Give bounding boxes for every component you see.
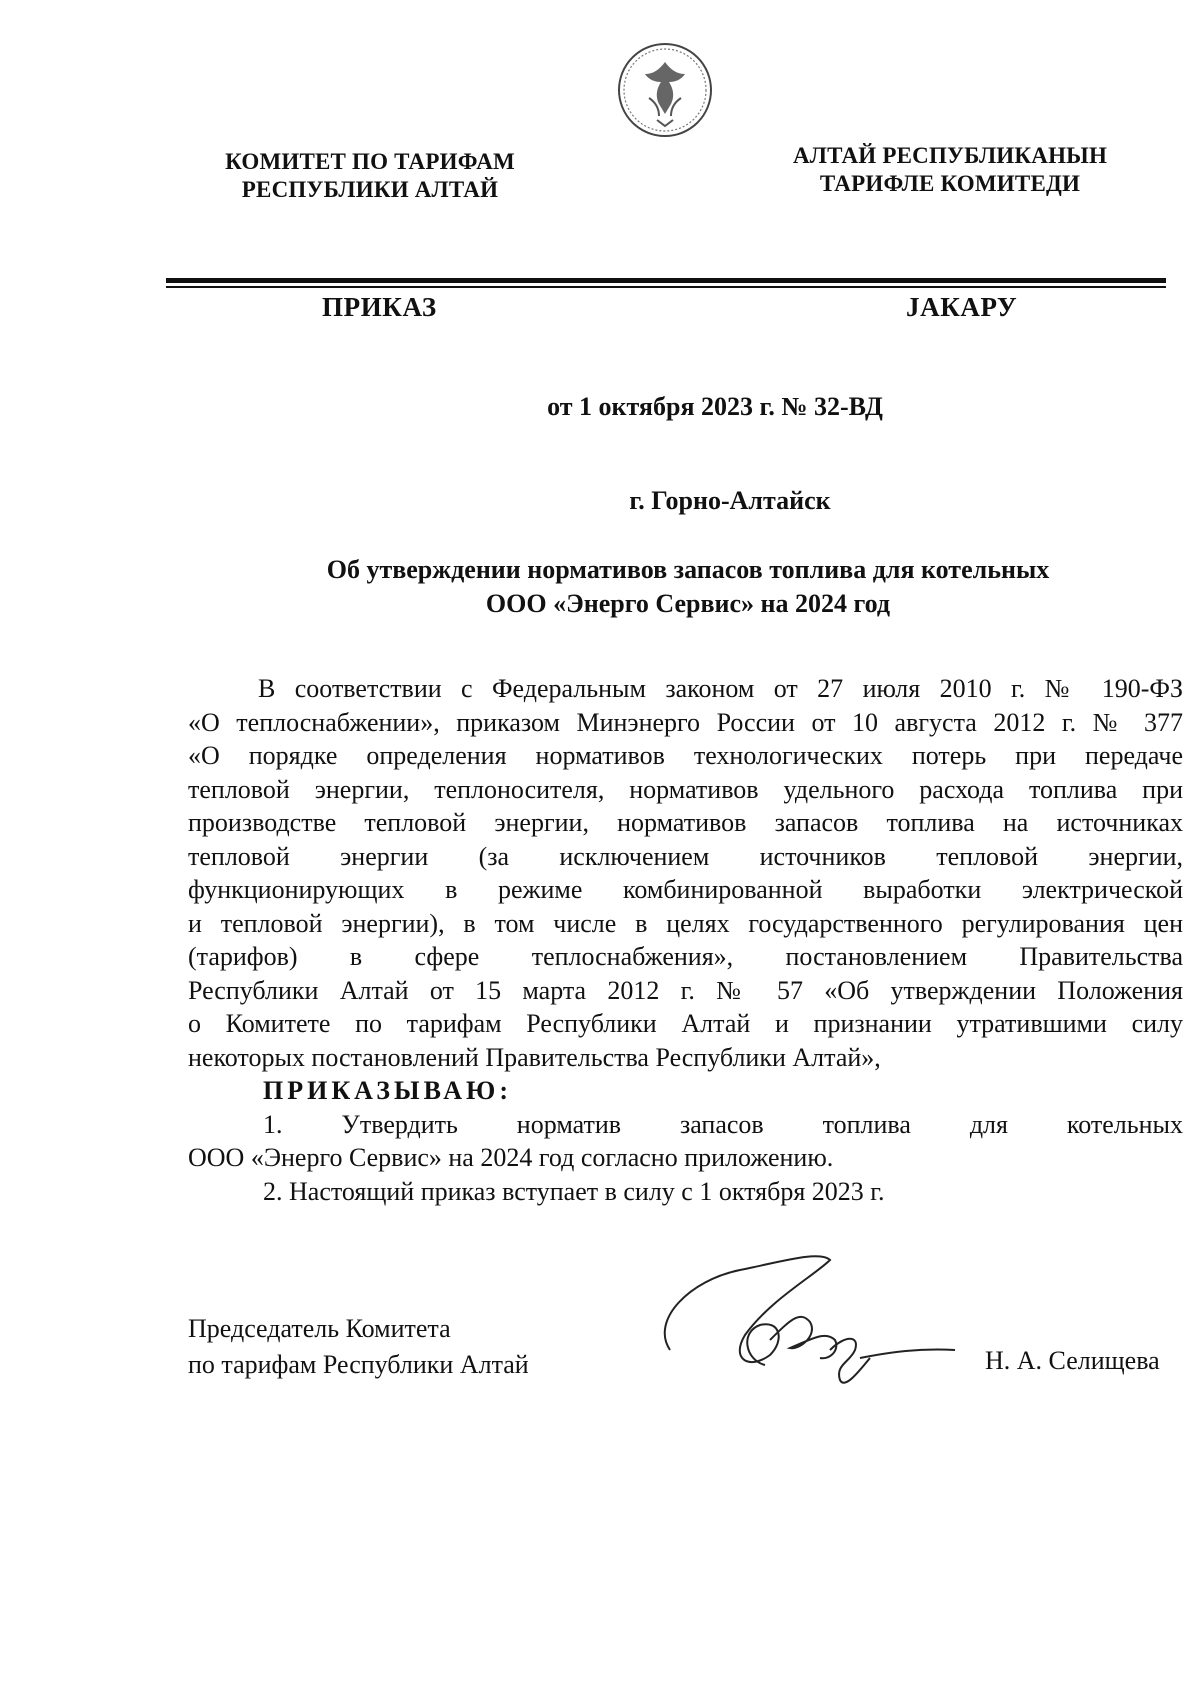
republic-altai-emblem-icon xyxy=(615,40,715,140)
issuer-name-altai xyxy=(750,142,1150,198)
body-line: Республики Алтай от 15 марта 2012 г. № 57 «Об утверждении Положения xyxy=(188,975,1183,1005)
order-city: г. Горно-Алтайск xyxy=(629,486,831,515)
body-line: функционирующих в режиме комбинированной выработки электрической xyxy=(188,875,1183,904)
order-item-1-line1: 1. Утвердить норматив запасов топлива для котельных xyxy=(263,1109,1183,1139)
body-line: «О теплоснабжении», приказом Минэнерго России от 10 августа 2012 г. № 377 xyxy=(188,707,1183,737)
order-title xyxy=(188,553,1188,621)
issuer-name-altai-line1: АЛТАЙ РЕСПУБЛИКАНЫН xyxy=(792,143,1108,168)
handwritten-signature xyxy=(650,1240,970,1400)
issuer-name-russian-line1: КОМИТЕТ ПО ТАРИФАМ xyxy=(225,149,515,174)
body-line: В соответствии с Федеральным законом от 27 июля 2010 г. № 190-ФЗ xyxy=(258,674,1183,703)
order-title-line2: ООО «Энерго Сервис» на 2024 год xyxy=(485,589,891,618)
order-body xyxy=(188,672,1183,1208)
signatory-position-line2: по тарифам Республики Алтай xyxy=(188,1350,529,1379)
issuer-name-altai-line2: ТАРИФЛЕ КОМИТЕДИ xyxy=(819,171,1081,196)
body-line: некоторых постановлений Правительства Республики Алтай», xyxy=(188,1042,881,1072)
header-divider-thin xyxy=(166,286,1166,288)
doc-type-altai: JАКАРУ xyxy=(906,292,1018,322)
issuer-name-russian xyxy=(160,148,580,204)
body-line: производстве тепловой энергии, нормативов запасов топлива на источниках xyxy=(188,808,1183,837)
order-date-number: от 1 октября 2023 г. № 32-ВД xyxy=(547,392,883,421)
body-line: тепловой энергии (за исключением источников тепловой энергии, xyxy=(188,841,1183,871)
order-item-1-line2: ООО «Энерго Сервис» на 2024 год согласно приложению. xyxy=(188,1143,834,1172)
order-directive-word: ПРИКАЗЫВАЮ: xyxy=(263,1076,512,1105)
signatory-name: Н. А. Селищева xyxy=(985,1346,1160,1375)
signatory-position xyxy=(188,1311,529,1383)
issuer-name-russian-line2: РЕСПУБЛИКИ АЛТАЙ xyxy=(241,177,499,202)
order-title-line1: Об утверждении нормативов запасов топлива для котельных xyxy=(326,555,1050,584)
body-line: и тепловой энергии), в том числе в целях государственного регулирования цен xyxy=(188,908,1183,938)
doc-type-russian: ПРИКАЗ xyxy=(322,292,437,322)
body-line: тепловой энергии, теплоносителя, нормативов удельного расхода топлива при xyxy=(188,774,1183,804)
signatory-position-line1: Председатель Комитета xyxy=(188,1314,451,1343)
body-line: о Комитете по тарифам Республики Алтай и признании утратившими силу xyxy=(188,1009,1183,1038)
body-line: «О порядке определения нормативов технологических потерь при передаче xyxy=(188,741,1183,770)
body-line: (тарифов) в сфере теплоснабжения», постановлением Правительства xyxy=(188,942,1183,971)
order-item-2: 2. Настоящий приказ вступает в силу с 1 октября 2023 г. xyxy=(263,1176,885,1206)
header-divider-thick xyxy=(166,278,1166,283)
